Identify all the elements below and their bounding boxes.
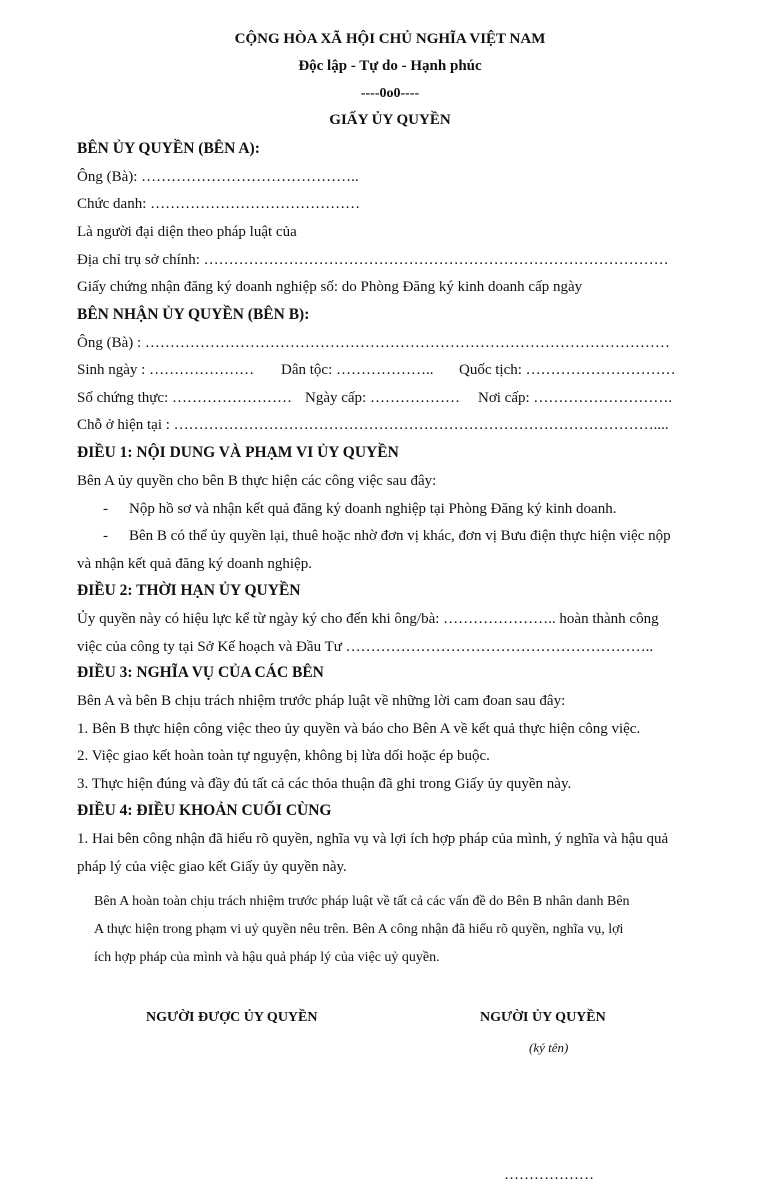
closing-paragraph-line-2: A thực hiện trong phạm vi uỷ quyền nêu trên. Bên A công nhận đã hiểu rõ quyền, nghĩa vụ, lợi bbox=[94, 922, 624, 937]
party-a-position-line: Chức danh: …………………………………… bbox=[77, 196, 361, 212]
party-b-name-line: Ông (Bà) : …………………………………………………………………………………………… bbox=[77, 335, 670, 351]
article-4-line-2: pháp lý của việc giao kết Giấy ủy quyền này. bbox=[77, 859, 347, 875]
nation-heading: CỘNG HÒA XÃ HỘI CHỦ NGHĨA VIỆT NAM bbox=[234, 31, 546, 47]
party-b-issue-place-field: Nơi cấp: ………………………. bbox=[478, 390, 673, 406]
party-b-heading: BÊN NHẬN ỦY QUYỀN (BÊN B): bbox=[77, 306, 310, 323]
signature-left-label: NGƯỜI ĐƯỢC ỦY QUYỀN bbox=[146, 1010, 318, 1025]
party-b-residence-line: Chỗ ở hiện tại : …………………………………………………………………………………….... bbox=[77, 417, 669, 433]
signature-right-note: (ký tên) bbox=[529, 1040, 569, 1055]
party-b-birth-field: Sinh ngày : ………………… bbox=[77, 362, 255, 378]
closing-paragraph-line-3: ích hợp pháp của mình và hậu quả pháp lý của việc uỷ quyền. bbox=[94, 950, 440, 965]
signature-dots: ……………… bbox=[504, 1167, 594, 1183]
closing-paragraph-line-1: Bên A hoàn toàn chịu trách nhiệm trước pháp luật về tất cả các vấn đề do Bên B nhân danh Bên bbox=[94, 894, 630, 909]
article-1-item-2-line-1: Bên B có thể ủy quyền lại, thuê hoặc nhờ đơn vị khác, đơn vị Bưu điện thực hiện việc nộp bbox=[129, 528, 671, 544]
party-a-address-line: Địa chỉ trụ sở chính: ………………………………………………………………………………… bbox=[77, 252, 669, 268]
article-3-item-3: 3. Thực hiện đúng và đầy đủ tất cả các thỏa thuận đã ghi trong Giấy ủy quyền này. bbox=[77, 776, 572, 792]
signature-right-label: NGƯỜI ỦY QUYỀN bbox=[480, 1010, 606, 1025]
article-1-heading: ĐIỀU 1: NỘI DUNG VÀ PHẠM VI ỦY QUYỀN bbox=[77, 444, 399, 461]
article-2-line-2: việc của công ty tại Sở Kế hoạch và Đầu Tư …………………………………………………….. bbox=[77, 639, 654, 655]
article-2-line-1: Ủy quyền này có hiệu lực kể từ ngày ký cho đến khi ông/bà: ………………….. hoàn thành công bbox=[77, 611, 659, 627]
article-4-line-1: 1. Hai bên công nhận đã hiểu rõ quyền, nghĩa vụ và lợi ích hợp pháp của mình, ý nghĩa và hậu quả bbox=[77, 831, 669, 847]
article-3-heading: ĐIỀU 3: NGHĨA VỤ CỦA CÁC BÊN bbox=[77, 664, 324, 681]
bullet-dash: - bbox=[103, 528, 108, 544]
motto: Độc lập - Tự do - Hạnh phúc bbox=[298, 58, 482, 74]
article-3-intro: Bên A và bên B chịu trách nhiệm trước pháp luật về những lời cam đoan sau đây: bbox=[77, 693, 566, 709]
party-a-name-line: Ông (Bà): …………………………………….. bbox=[77, 169, 359, 185]
separator: ----0o0---- bbox=[360, 86, 420, 101]
bullet-dash: - bbox=[103, 501, 108, 517]
party-b-nationality-field: Quốc tịch: ………………………… bbox=[459, 362, 676, 378]
party-b-ethnicity-field: Dân tộc: ……………….. bbox=[281, 362, 434, 378]
article-4-heading: ĐIỀU 4: ĐIỀU KHOẢN CUỐI CÙNG bbox=[77, 802, 332, 819]
party-a-certificate-line: Giấy chứng nhận đăng ký doanh nghiệp số: do Phòng Đăng ký kinh doanh cấp ngày bbox=[77, 279, 583, 295]
article-2-heading: ĐIỀU 2: THỜI HẠN ỦY QUYỀN bbox=[77, 582, 301, 599]
article-1-intro: Bên A ủy quyền cho bên B thực hiện các công việc sau đây: bbox=[77, 473, 437, 489]
party-b-id-field: Số chứng thực: …………………… bbox=[77, 390, 293, 406]
article-1-item-1: Nộp hồ sơ và nhận kết quả đăng ký doanh nghiệp tại Phòng Đăng ký kinh doanh. bbox=[129, 501, 617, 517]
party-a-heading: BÊN ỦY QUYỀN (BÊN A): bbox=[77, 140, 260, 157]
document-title: GIẤY ỦY QUYỀN bbox=[329, 112, 451, 128]
article-1-item-2-line-2: và nhận kết quả đăng ký doanh nghiệp. bbox=[77, 556, 312, 572]
article-3-item-1: 1. Bên B thực hiện công việc theo ủy quyền và báo cho Bên A về kết quả thực hiện công việc. bbox=[77, 721, 641, 737]
party-a-representative-line: Là người đại diện theo pháp luật của bbox=[77, 224, 297, 240]
article-3-item-2: 2. Việc giao kết hoàn toàn tự nguyện, không bị lừa dối hoặc ép buộc. bbox=[77, 748, 490, 764]
party-b-issue-date-field: Ngày cấp: ……………… bbox=[305, 390, 460, 406]
